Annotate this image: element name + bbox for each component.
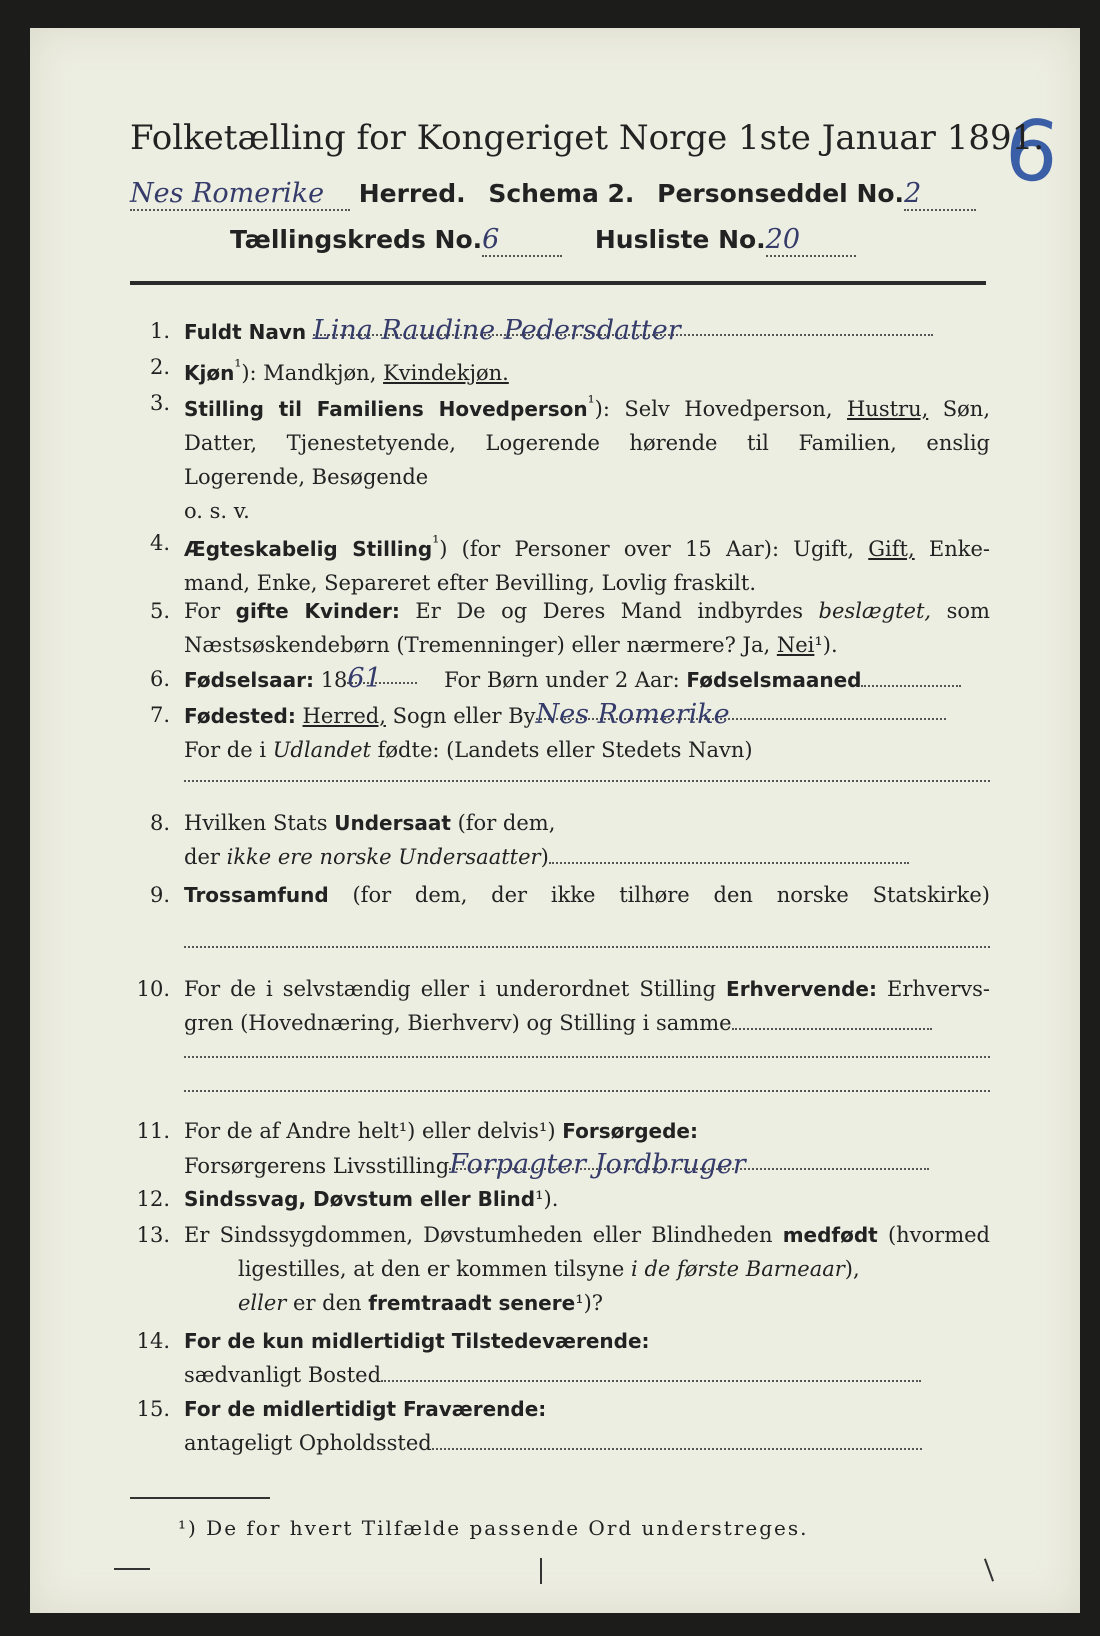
birthplace-value: Nes Romerike bbox=[535, 699, 730, 730]
item-2-number: 2. bbox=[149, 355, 170, 379]
abroad-fill-line bbox=[184, 780, 990, 782]
supported-intro: For de af Andre helt bbox=[184, 1119, 399, 1143]
margin-mark-left bbox=[114, 1568, 150, 1570]
abroad-rest: fødte: (Landets eller Stedets Navn) bbox=[377, 738, 753, 762]
form-title: Folketælling for Kongeriget Norge 1ste Januar 1891. bbox=[130, 118, 1045, 158]
married-women-som: som bbox=[946, 599, 990, 623]
item-5-number: 5. bbox=[149, 599, 170, 623]
full-name-label: Fuldt Navn bbox=[184, 320, 307, 344]
census-form-page bbox=[30, 28, 1080, 1613]
marital-status-label: Ægteskabelig Stilling bbox=[184, 537, 433, 561]
married-women-question: Er De og Deres Mand indbyrdes bbox=[415, 599, 803, 623]
item-12-number: 12. bbox=[136, 1187, 170, 1211]
item-10-number: 10. bbox=[136, 977, 170, 1001]
congenital-line-3: er den bbox=[293, 1291, 362, 1315]
birth-month-label: Fødselsmaaned bbox=[686, 668, 862, 692]
item-15-number: 15. bbox=[136, 1397, 170, 1421]
family-position-option-2: Søn, bbox=[942, 397, 990, 421]
occupation-erhvervs: Erhvervs- bbox=[887, 977, 990, 1001]
header-rule bbox=[130, 281, 986, 285]
congenital-question: Er Sindssygdommen, Døvstumheden eller Blindheden bbox=[184, 1223, 773, 1247]
birthplace-options: Sogn eller By bbox=[392, 704, 536, 728]
full-name-value: Lina Raudine Pedersdatter bbox=[312, 315, 681, 346]
provider-occupation-value: Forpagter Jordbruger bbox=[449, 1149, 746, 1180]
married-women-label: gifte Kvinder: bbox=[235, 599, 400, 623]
sex-label: Kjøn bbox=[184, 361, 235, 385]
item-11-number: 11. bbox=[136, 1119, 170, 1143]
margin-mark-right bbox=[984, 1558, 994, 1581]
disability-label: Sindssvag, Døvstum eller Blind bbox=[184, 1187, 536, 1211]
citizenship-intro: Hvilken Stats bbox=[184, 811, 328, 835]
item-3-number: 3. bbox=[149, 391, 170, 415]
birth-month-intro: For Børn under 2 Aar: bbox=[444, 668, 680, 692]
supported-partial: ¹) eller delvis bbox=[398, 1119, 539, 1143]
birthplace-label: Fødested: bbox=[184, 704, 296, 728]
temporary-present-label: For de kun midlertidigt Tilstedeværende: bbox=[184, 1329, 650, 1353]
item-4-number: 4. bbox=[149, 531, 170, 555]
married-women-for: For bbox=[184, 599, 221, 623]
item-9-number: 9. bbox=[149, 883, 170, 907]
item-7-number: 7. bbox=[149, 703, 170, 727]
personseddel-label: Personseddel No. bbox=[657, 179, 905, 208]
probable-whereabouts-label: antageligt Opholdssted bbox=[184, 1431, 432, 1455]
herred-value: Nes Romerike bbox=[130, 178, 325, 209]
married-women-footnote-mark: ¹). bbox=[814, 633, 838, 657]
congenital-line-2: ligestilles, at den er kommen tilsyne bbox=[238, 1257, 625, 1281]
husliste-value: 20 bbox=[765, 224, 801, 255]
item-13-number: 13. bbox=[136, 1223, 170, 1247]
birth-year-value: 61 bbox=[347, 663, 382, 694]
marital-footnote-mark: ¹ bbox=[432, 533, 440, 553]
abroad-intro: For de i bbox=[184, 738, 267, 762]
family-position-footnote-mark: ¹ bbox=[587, 393, 595, 413]
sex-selected: Kvindekjøn. bbox=[383, 361, 509, 385]
religion-fill-line bbox=[184, 946, 990, 948]
abroad-label: Udlandet bbox=[272, 738, 371, 762]
header-line-kreds bbox=[230, 224, 856, 257]
item-6-number: 6. bbox=[149, 667, 170, 691]
married-women-line-2: Næstsøskendebørn (Tremenninger) eller nærmere? Ja, bbox=[184, 633, 771, 657]
kreds-value: 6 bbox=[482, 224, 500, 255]
provider-occupation-label: Forsørgerens Livsstilling bbox=[184, 1154, 450, 1178]
page-number: 6 bbox=[1000, 99, 1064, 203]
herred-label: Herred. bbox=[358, 179, 466, 208]
congenital-childhood: i de første Barneaar bbox=[631, 1257, 845, 1281]
sex-options: ): Mandkjøn, bbox=[241, 361, 377, 385]
margin-mark-center bbox=[540, 1558, 542, 1584]
header-line-herred bbox=[130, 178, 976, 211]
marital-selected: Gift, bbox=[868, 537, 915, 561]
occupation-fill-line-2 bbox=[184, 1090, 990, 1092]
usual-residence-label: sædvanligt Bosted bbox=[184, 1363, 382, 1387]
supported-mark: ¹) bbox=[538, 1119, 556, 1143]
congenital-line-2-end: ), bbox=[844, 1257, 860, 1281]
birth-year-label: Fødselsaar: bbox=[184, 668, 314, 692]
personseddel-value: 2 bbox=[904, 178, 922, 209]
congenital-hvormed: (hvormed bbox=[887, 1223, 990, 1247]
item-1-number: 1. bbox=[149, 319, 170, 343]
married-women-related: beslægtet, bbox=[818, 599, 932, 623]
item-8-number: 8. bbox=[149, 811, 170, 835]
temporary-absent-label: For de midlertidigt Fraværende: bbox=[184, 1397, 547, 1421]
citizenship-non-norwegian: ikke ere norske Undersaatter bbox=[226, 845, 541, 869]
congenital-later-label: fremtraadt senere bbox=[368, 1291, 576, 1315]
marital-line-2: mand, Enke, Separeret efter Bevilling, Lovlig fraskilt. bbox=[184, 571, 757, 595]
family-position-line-3: Logerende, Besøgende bbox=[184, 465, 429, 489]
occupation-fill-line-1 bbox=[184, 1056, 990, 1058]
family-position-label: Stilling til Familiens Hovedperson bbox=[184, 397, 588, 421]
occupation-line-2: gren (Hovednæring, Bierhverv) og Stilling i samme bbox=[184, 1011, 732, 1035]
birth-year-prefix: 18 bbox=[320, 668, 348, 692]
schema-label: Schema 2. bbox=[488, 179, 635, 208]
congenital-eller: eller bbox=[238, 1291, 287, 1315]
congenital-line-3-end: ¹)? bbox=[575, 1291, 604, 1315]
supported-label: Forsørgede: bbox=[562, 1119, 698, 1143]
citizenship-for: (for dem, bbox=[457, 811, 556, 835]
religion-label: Trossamfund bbox=[184, 883, 329, 907]
item-14-number: 14. bbox=[136, 1329, 170, 1353]
congenital-label: medfødt bbox=[782, 1223, 878, 1247]
family-position-line-4: o. s. v. bbox=[184, 499, 250, 523]
occupation-label: Erhvervende: bbox=[726, 977, 877, 1001]
occupation-intro: For de i selvstændig eller i underordnet Stilling bbox=[184, 977, 716, 1001]
religion-rest: (for dem, der ikke tilhøre den norske Statskirke) bbox=[352, 883, 990, 907]
husliste-label: Husliste No. bbox=[594, 225, 766, 254]
family-position-option-1: ): Selv Hovedperson, bbox=[594, 397, 833, 421]
family-position-selected: Hustru, bbox=[846, 397, 929, 421]
citizenship-der: der bbox=[184, 845, 220, 869]
sex-footnote-mark: ¹ bbox=[234, 357, 242, 377]
kreds-label: Tællingskreds No. bbox=[230, 225, 483, 254]
birthplace-selected: Herred, bbox=[302, 704, 386, 728]
disability-footnote-mark: ¹). bbox=[535, 1187, 559, 1211]
marital-option-1: ) (for Personer over 15 Aar): Ugift, bbox=[439, 537, 854, 561]
footnote-rule bbox=[130, 1497, 270, 1499]
footnote: ¹) De for hvert Tilfælde passende Ord understreges. bbox=[178, 1516, 809, 1540]
married-women-selected: Nei bbox=[776, 633, 815, 657]
citizenship-label: Undersaat bbox=[334, 811, 451, 835]
family-position-line-2: Datter, Tjenestetyende, Logerende hørende til Familien, enslig bbox=[184, 431, 990, 455]
citizenship-close: ) bbox=[540, 845, 549, 869]
marital-option-2: Enke- bbox=[928, 537, 990, 561]
